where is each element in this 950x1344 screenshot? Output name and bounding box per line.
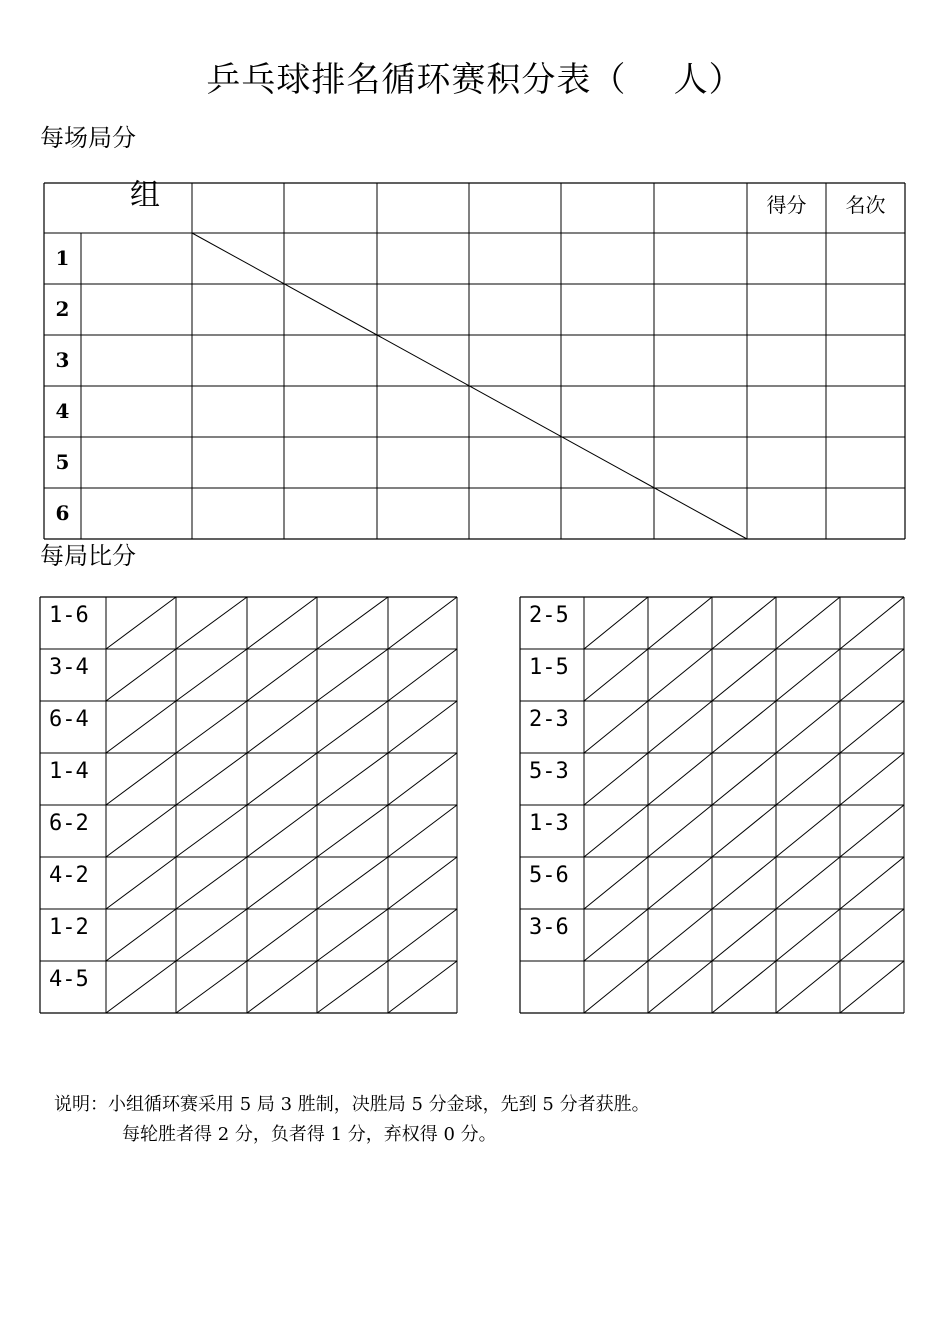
table2-left-game-cell-diagonal [247, 961, 317, 1013]
table2-right-game-cell-diagonal [648, 857, 712, 909]
table2-right-game-cell-diagonal [712, 753, 776, 805]
table2-right-game-cell-diagonal [776, 701, 840, 753]
page-title: 乒乓球排名循环赛积分表（ 人） [206, 60, 744, 100]
table1-row-number: 2 [55, 297, 70, 321]
table2-right-game-cell-diagonal [840, 909, 904, 961]
table2-left-game-cell-diagonal [388, 961, 457, 1013]
table2-right-game-cell-diagonal [776, 909, 840, 961]
section-label-game-scores: 每局比分 [40, 542, 136, 570]
table2-right-game-cell-diagonal [712, 961, 776, 1013]
table1-row-number: 1 [55, 246, 70, 270]
table2-left-match-pair: 1-4 [49, 759, 89, 784]
table2-left-game-cell-diagonal [106, 701, 176, 753]
table2-right-game-cell-diagonal [648, 753, 712, 805]
table2-left-game-cell-diagonal [247, 753, 317, 805]
table2-left-game-cell-diagonal [106, 961, 176, 1013]
table2-left-match-pair: 4-2 [49, 863, 89, 888]
table2-right-match-pair: 3-6 [529, 915, 569, 940]
table2-left-game-cell-diagonal [106, 805, 176, 857]
table2-right-game-cell-diagonal [584, 649, 648, 701]
table2-left-game-cell-diagonal [388, 857, 457, 909]
table2-left-match-pair: 4-5 [49, 967, 89, 992]
table2-right-game-cell-diagonal [776, 649, 840, 701]
table2-left-game-cell-diagonal [176, 753, 247, 805]
table2-left-game-cell-diagonal [176, 597, 247, 649]
table2-left-game-cell-diagonal [247, 909, 317, 961]
table2-left-game-cell-diagonal [176, 701, 247, 753]
table2-right-game-cell-diagonal [776, 597, 840, 649]
rules-line-2: 每轮胜者得 2 分，负者得 1 分，弃权得 0 分。 [122, 1124, 497, 1145]
table2-right-match-pair: 5-6 [529, 863, 569, 888]
table2-left-game-cell-diagonal [388, 753, 457, 805]
table2-right-game-cell-diagonal [648, 597, 712, 649]
table2-right-game-cell-diagonal [776, 961, 840, 1013]
table2-left-match-pair: 6-4 [49, 707, 89, 732]
table2-right-game-cell-diagonal [712, 649, 776, 701]
table2-right-game-cell-diagonal [648, 909, 712, 961]
table1-header-rank: 名次 [845, 193, 886, 217]
table2-right-game-cell-diagonal [712, 909, 776, 961]
table2-right-game-cell-diagonal [776, 857, 840, 909]
table2-right-game-cell-diagonal [840, 857, 904, 909]
table1-row-number: 4 [55, 399, 70, 423]
table2-right-game-cell-diagonal [712, 857, 776, 909]
table2-right-game-cell-diagonal [584, 701, 648, 753]
table2-left-game-cell-diagonal [388, 597, 457, 649]
table2-right-game-cell-diagonal [648, 649, 712, 701]
table2-right-game-cell-diagonal [584, 961, 648, 1013]
table2-left-game-cell-diagonal [176, 961, 247, 1013]
table2-left-match-pair: 1-6 [49, 603, 89, 628]
table2-left-game-cell-diagonal [317, 649, 388, 701]
table2-right-game-cell-diagonal [648, 701, 712, 753]
table2-left-game-cell-diagonal [388, 805, 457, 857]
table2-right-match-pair: 2-3 [529, 707, 569, 732]
table2-right-match-pair: 2-5 [529, 603, 569, 628]
table2-left-game-cell-diagonal [317, 753, 388, 805]
table2-left-game-cell-diagonal [106, 857, 176, 909]
table2-right-match-pair: 1-5 [529, 655, 569, 680]
table2-left-game-cell-diagonal [176, 909, 247, 961]
table2-left-game-cell-diagonal [388, 909, 457, 961]
table2-right-game-cell-diagonal [584, 909, 648, 961]
section-label-match-scores: 每场局分 [40, 124, 136, 152]
table2-right-game-cell-diagonal [648, 805, 712, 857]
table2-left-game-cell-diagonal [106, 909, 176, 961]
table1-corner-label: 组 [130, 178, 160, 213]
table2-right-game-cell-diagonal [840, 701, 904, 753]
table2-left-game-cell-diagonal [106, 649, 176, 701]
rules-note [54, 1090, 650, 1150]
table2-right-game-cell-diagonal [712, 597, 776, 649]
table2-right-game-cell-diagonal [776, 753, 840, 805]
table1-header-score: 得分 [766, 193, 807, 217]
table2-right-game-cell-diagonal [840, 961, 904, 1013]
table2-right-game-cell-diagonal [840, 805, 904, 857]
table2-right-game-cell-diagonal [712, 701, 776, 753]
table2-left-game-cell-diagonal [247, 805, 317, 857]
table2-left-game-cell-diagonal [317, 805, 388, 857]
table2-right-game-cell-diagonal [584, 597, 648, 649]
table2-left-game-cell-diagonal [247, 857, 317, 909]
table2-left-game-cell-diagonal [388, 701, 457, 753]
table2-right-game-cell-diagonal [776, 805, 840, 857]
table2-left-game-cell-diagonal [317, 701, 388, 753]
table2-right-match-pair: 5-3 [529, 759, 569, 784]
table2-left-game-cell-diagonal [247, 701, 317, 753]
table2-right-game-cell-diagonal [840, 649, 904, 701]
table2-left-match-pair: 1-2 [49, 915, 89, 940]
table2-left-game-cell-diagonal [106, 753, 176, 805]
table1-row-number: 5 [55, 450, 70, 474]
table2-left-game-cell-diagonal [317, 857, 388, 909]
table2-right-game-cell-diagonal [584, 753, 648, 805]
table1-row-number: 6 [55, 501, 70, 525]
table2-left-game-cell-diagonal [176, 857, 247, 909]
rules-line-1: 说明：小组循环赛采用 5 局 3 胜制，决胜局 5 分金球，先到 5 分者获胜。 [54, 1094, 650, 1115]
table2-left-game-cell-diagonal [388, 649, 457, 701]
table2-left-game-cell-diagonal [317, 597, 388, 649]
table2-right-game-cell-diagonal [840, 753, 904, 805]
table2-left-match-pair: 3-4 [49, 655, 89, 680]
table1-row-number: 3 [55, 348, 70, 372]
table2-right-game-cell-diagonal [648, 961, 712, 1013]
table2-left-game-cell-diagonal [317, 909, 388, 961]
table2-right-game-cell-diagonal [584, 805, 648, 857]
table2-left-game-cell-diagonal [106, 597, 176, 649]
table2-right-game-cell-diagonal [712, 805, 776, 857]
table2-left-match-pair: 6-2 [49, 811, 89, 836]
table2-left-game-cell-diagonal [247, 597, 317, 649]
table2-left-game-cell-diagonal [247, 649, 317, 701]
table2-right-match-pair: 1-3 [529, 811, 569, 836]
table2-left-game-cell-diagonal [317, 961, 388, 1013]
table2-left-game-cell-diagonal [176, 649, 247, 701]
table2-right-game-cell-diagonal [840, 597, 904, 649]
table2-left-game-cell-diagonal [176, 805, 247, 857]
table2-right-game-cell-diagonal [584, 857, 648, 909]
